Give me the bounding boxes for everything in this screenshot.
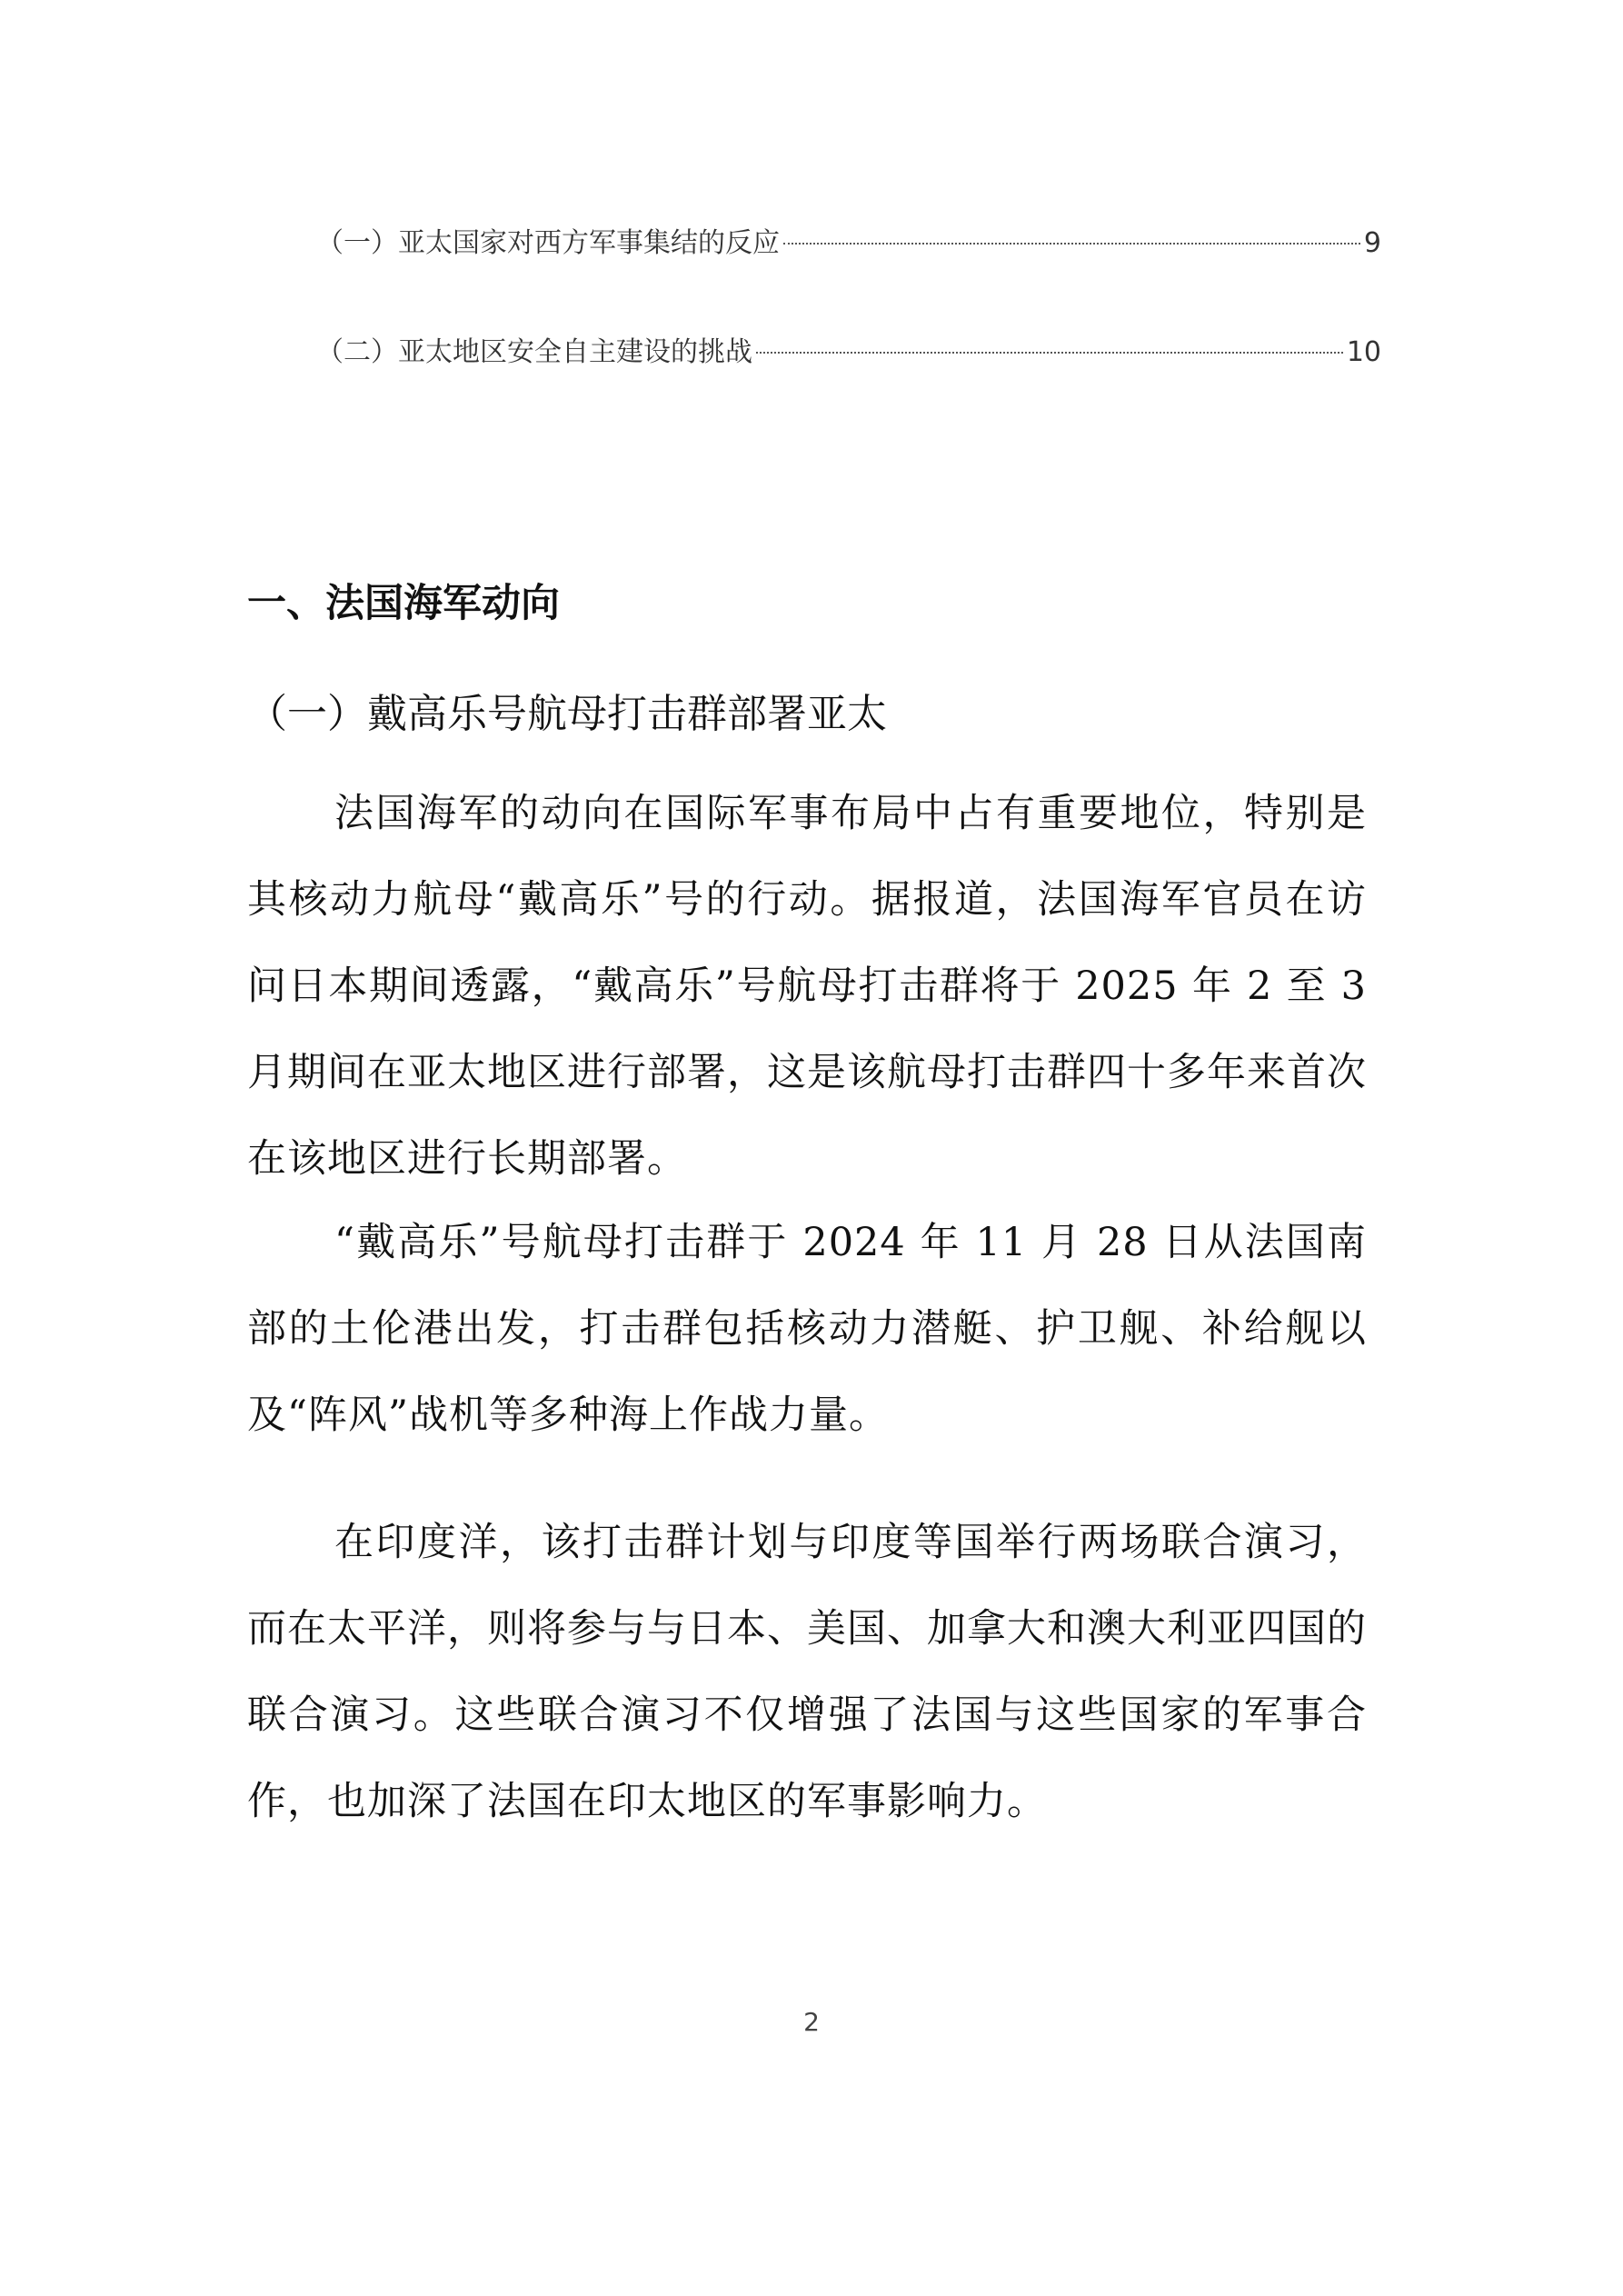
toc-dot-leader: [783, 243, 1360, 245]
body-paragraph: 在印度洋，该打击群计划与印度等国举行两场联合演习，而在太平洋，则将参与与日本、美国、加拿大和澳大利亚四国的联合演习。这些联合演习不仅增强了法国与这些国家的军事合作，也加深了法国在印太地区的军事影响力。: [247, 1520, 1367, 1824]
subsection-heading: （一）戴高乐号航母打击群部署亚太: [247, 691, 887, 737]
toc-dot-leader: [756, 352, 1343, 354]
toc-entry-page: 9: [1363, 227, 1381, 259]
body-paragraph: “戴高乐”号航母打击群于 2024 年 11 月 28 日从法国南部的土伦港出发，打击群包括核动力潜艇、护卫舰、补给舰以及“阵风”战机等多种海上作战力量。: [247, 1220, 1367, 1438]
toc-entry-page: 10: [1346, 336, 1381, 368]
section-heading: 一、法国海军动向: [247, 581, 560, 626]
page-number: 2: [803, 2007, 820, 2037]
toc-entry[interactable]: [316, 334, 1381, 371]
toc-entry-title: （二）亚太地区安全自主建设的挑战: [316, 336, 752, 368]
body-paragraph: 法国海军的动向在国际军事布局中占有重要地位，特别是其核动力航母“戴高乐”号的行动。据报道，法国海军官员在访问日本期间透露，“戴高乐”号航母打击群将于 2025 年 2 至 3 月期间在亚太地区进行部署，这是该航母打击群四十多年来首次在该地区进行长期部署。: [247, 791, 1367, 1182]
toc-entry[interactable]: [316, 225, 1381, 262]
toc-entry-title: （一）亚太国家对西方军事集结的反应: [316, 227, 780, 259]
